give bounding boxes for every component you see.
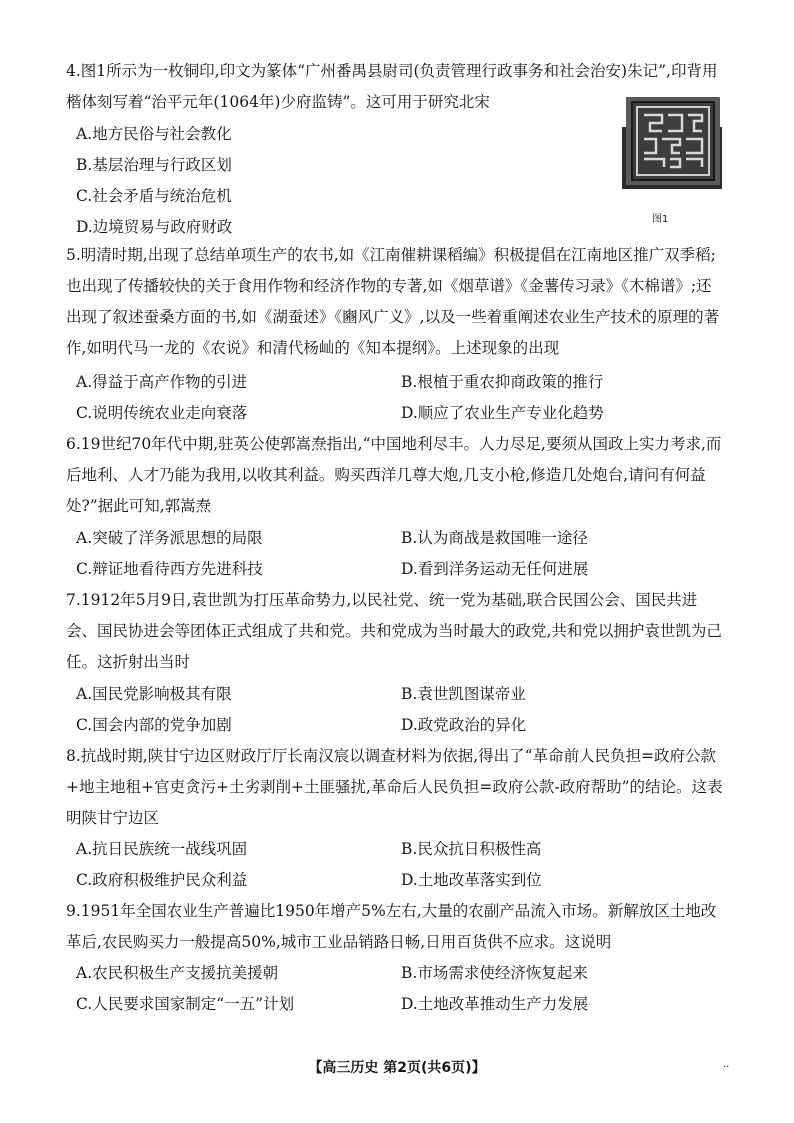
corner-mark: ·· <box>723 1062 730 1073</box>
question-8-option-a[interactable]: A.抗日民族统一战线巩固 <box>76 840 248 858</box>
question-8-stem: 8.抗战时期,陕甘宁边区财政厅厅长南汉宸以调查材料为依据,得出了“革命前人民负担=政府公款+地主地租+官吏贪污+土劣剥削+土匪骚扰,革命后人民负担=政府公款-政府帮助”的结论。这表明陕甘宁边区 <box>66 747 723 827</box>
question-7-stem: 7.1912年5月9日,袁世凯为打压革命势力,以民社党、统一党为基础,联合民国公会、国民共进会、国民协进会等团体正式组成了共和党。共和党成为当时最大的政党,共和党以拥护袁世凯为己任。这折射出当时 <box>66 591 722 671</box>
question-6-option-d[interactable]: D.看到洋务运动无任何进展 <box>401 560 589 578</box>
question-9-option-d[interactable]: D.土地改革推动生产力发展 <box>401 995 589 1013</box>
question-9-option-b[interactable]: B.市场需求使经济恢复起来 <box>401 964 588 982</box>
question-5-stem: 5.明清时期,出现了总结单项生产的农书,如《江南催耕课稻编》积极提倡在江南地区推广双季稻;也出现了传播较快的关于食用作物和经济作物的专著,如《烟草谱》《金薯传习录》《木棉谱》;还出现了叙述蚕桑方面的书,如《湖蚕述》《豳风广义》,以及一些着重阐述农业生产技术的原理的著作,如明代马一龙的《农说》和清代杨屾的《知本提纲》。上述现象的出现 <box>66 246 720 357</box>
question-8-option-c[interactable]: C.政府积极维护民众利益 <box>76 871 248 889</box>
question-6-option-b[interactable]: B.认为商战是救国唯一途径 <box>401 529 588 547</box>
question-6-option-a[interactable]: A.突破了洋务派思想的局限 <box>76 529 263 547</box>
question-5-option-d[interactable]: D.顺应了农业生产专业化趋势 <box>401 404 604 422</box>
question-4-option-a[interactable]: A.地方民俗与社会教化 <box>76 125 232 143</box>
question-4-stem: 4.图1所示为一枚铜印,印文为篆体“广州番禺县尉司(负责管理行政事务和社会治安)朱记”,印背用楷体刻写着“治平元年(1064年)少府监铸”。这可用于研究北宋 <box>66 62 718 111</box>
question-6-stem: 6.19世纪70年代中期,驻英公使郭嵩焘指出,“中国地利尽丰。人力尽足,要须从国政上实力考求,而后地利、人才乃能为我用,以收其利益。购买西洋几尊大炮,几支小枪,修造几处炮台,请问有何益处?”据此可知,郭嵩焘 <box>66 435 722 515</box>
question-6-option-c[interactable]: C.辩证地看待西方先进科技 <box>76 560 263 578</box>
question-7-option-a[interactable]: A.国民党影响极其有限 <box>76 685 232 703</box>
question-7-option-c[interactable]: C.国会内部的党争加剧 <box>76 716 232 734</box>
bronze-seal-image <box>618 93 728 193</box>
question-5-option-c[interactable]: C.说明传统农业走向衰落 <box>76 404 248 422</box>
question-8-option-d[interactable]: D.土地改革落实到位 <box>401 871 542 889</box>
question-5-option-b[interactable]: B.根植于重农抑商政策的推行 <box>401 373 604 391</box>
question-4-option-d[interactable]: D.边境贸易与政府财政 <box>76 218 233 236</box>
question-7-option-d[interactable]: D.政党政治的异化 <box>401 716 527 734</box>
question-4-option-b[interactable]: B.基层治理与行政区划 <box>76 156 232 174</box>
question-4-option-c[interactable]: C.社会矛盾与统治危机 <box>76 187 232 205</box>
page-footer: 【高三历史 第2页(共6页)】 <box>308 1060 486 1076</box>
question-9-option-c[interactable]: C.人民要求国家制定“一五”计划 <box>76 995 295 1013</box>
question-9-option-a[interactable]: A.农民积极生产支援抗美援朝 <box>76 964 279 982</box>
question-9-stem: 9.1951年全国农业生产普遍比1950年增产5%左右,大量的农副产品流入市场。新解放区土地改革后,农民购买力一般提高50%,城市工业品销路日畅,日用百货供不应求。这说明 <box>66 902 717 951</box>
figure-caption: 图1 <box>652 214 669 225</box>
question-5-option-a[interactable]: A.得益于高产作物的引进 <box>76 373 248 391</box>
question-8-option-b[interactable]: B.民众抗日积极性高 <box>401 840 542 858</box>
question-7-option-b[interactable]: B.袁世凯图谋帝业 <box>401 685 526 703</box>
